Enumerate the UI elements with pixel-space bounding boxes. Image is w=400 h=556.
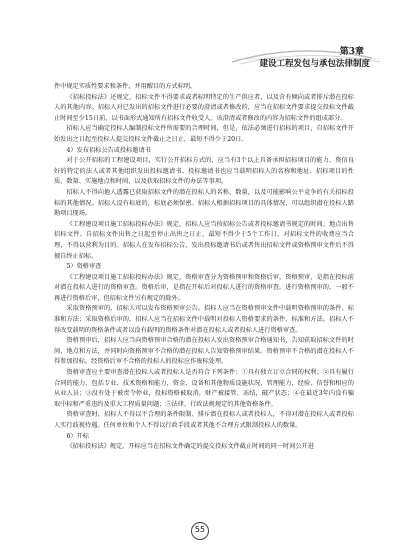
chapter-title: 建设工程发包与承包法律制度 (259, 59, 370, 69)
page-number (188, 518, 212, 542)
paragraph: 《工程建设项目施工招标投标办法》规定，资格审查分为资格预审和资格后审。资格预审，是指在投标前对潜在投标人进行的资格审查。资格后审，是指在开标后对投标人进行的资格审查。进行资格预审的，一般不再进行资格后审，但招标文件另有规定的除外。 (54, 273, 354, 302)
page-header (0, 0, 400, 70)
paragraph: 6）开标 (66, 432, 89, 440)
paragraph: 《工程建设项目施工招标投标办法》规定，招标人应当按招标公告或者投标邀请书规定的时间、地点出售招标文件。自招标文件出售之日起至停止出售之日止，最短不得少于5个工作日。对招标文件的收费应当合理，不得以营利为目的。招标人在发布招标公告、发出投标邀请书后或者售出招标文件或资格预审文件后不得擅自终止招标。 (54, 220, 354, 260)
body-text (54, 82, 354, 453)
paragraph: 《招标投标法》还规定，招标文件不得要求或者标明特定的生产供应者，以及含有倾向或者排斥潜在投标人的其他内容。招标人对已发出的招标文件进行必要的澄清或者修改的，应当在招标文件要求提交投标文件截止时间至少15日前，以书面形式通知所有招标文件收受人。该澄清或者修改的内容为招标文件的组成部分。 (54, 93, 354, 122)
paragraph: 5）资格审查 (66, 263, 102, 271)
page-number-text: 55 (194, 525, 206, 534)
paragraph: 招标人应当确定投标人编制投标文件所需要的合理时间，但是，依法必须进行招标的项目，自招标文件开始发出之日起至投标人提交投标文件截止之日止，最短不得少于20日。 (54, 125, 354, 143)
chapter-label: 第3章 (339, 47, 364, 57)
paragraph: 件中规定实质性要求和条件，并用醒目的方式标明。 (54, 83, 197, 90)
paragraph: 资格审查时，招标人不得以不合理的条件限制、排斥潜在投标人或者投标人，不得对潜在投标人或者投标人实行歧视待遇。任何单位和个人不得以行政手段或者其他不合理方式限制投标人的数量。 (54, 411, 354, 429)
paragraph: 资格审查应主要审查潜在投标人或者投标人是否符合下列条件：①具有独立订立合同的权利；②具有履行合同的能力，包括专业、技术资格和能力，资金、设备和其他物质设施状况，管理能力，经验、信誉和相应的从业人员；③没有处于被责令停业，投标资格被取消，财产被接管、冻结，破产状态；④在最近3年内没有骗取中标和严重违约及重大工程质量问题；⑤法律、行政法规规定的其他资格条件。 (54, 369, 354, 408)
paragraph: 采取资格预审的，招标人可以发布资格预审公告。招标人应当在资格预审文件中载明资格预审的条件、标准和方法；采取资格后审的，招标人应当在招标文件中载明对投标人资格要求的条件、标准和方法。招标人不得改变载明的资格条件或者以没有载明的资格条件对潜在投标人或者投标人进行资格审查。 (54, 305, 354, 334)
paragraph: 《招标投标法》规定，开标应当在招标文件确定的提交投标文件截止时间的同一时间公开进 (66, 443, 314, 451)
paragraph: 资格预审后，招标人应当向资格预审合格的潜在投标人发出资格预审合格通知书，告知获取招标文件的时间、地点和方法，并同时向资格预审不合格的潜在投标人告知资格预审结果。资格预审不合格的潜在投标人不得参加投标。经资格后审不合格的投标人的投标应作废标处理。 (54, 337, 354, 366)
paragraph: 对于公开招标的工程建设项目，实行公开招标方式的，应当有3个以上具备承担招标项目的能力、资信良好的特定的法人或者其他组织发出投标邀请书。投标邀请书也应当载明招标人的名称和地址、招标项目的性质、数量、实施地点和时间，以及获取招标文件的办法等事项。 (54, 157, 354, 186)
paragraph: 4）发布招标公告或投标邀请书 (66, 146, 151, 154)
paragraph: 招标人不得向他人透露已获取招标文件的潜在投标人的名称、数量，以及可能影响公平竞争的有关招标投标的其他情况。招标人设有标底的，标底必须保密。招标人根据招标项目的具体情况，可以组织潜在投标人踏勘项目现场。 (54, 188, 354, 218)
